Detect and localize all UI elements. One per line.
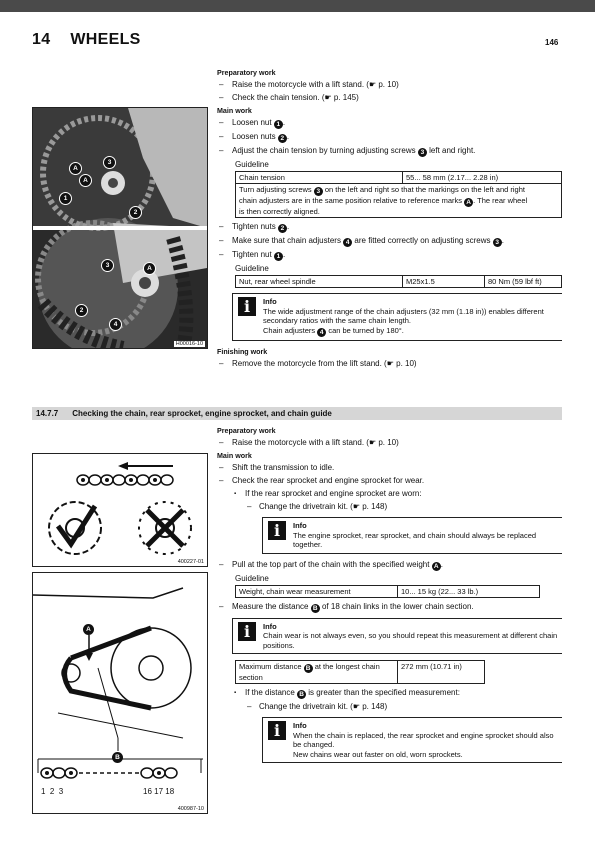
step-change-2: – Change the drivetrain kit. (☛ p. 148) [217,702,562,712]
prep-title: Preparatory work [217,68,276,77]
callout-2-1: 2 [129,200,142,219]
info-text-6: New chains wear out faster on old, worn sprockets. [293,749,463,759]
callout-4: 4 [109,312,122,331]
sprocket-wear-drawing [33,454,207,566]
guideline-label-2: Guideline [235,264,269,273]
callout-3-2: 3 [101,253,114,272]
info-text-2: Chain adjusters 4 can be turned by 180°. [263,325,404,336]
step-pull: – Pull at the top part of the chain with the specified weight A . [217,560,562,571]
chain-tension-note: Turn adjusting screws 3 on the left and right so that the markings on the left and right chain adjusters are in the same position relative to reference marks A . The rear wheel is then correctly aligned. [236,184,562,218]
chain-tension-table [235,171,562,218]
chain-tension-value: 55... 58 mm (2.17... 2.28 in) [403,172,562,184]
info-text-5: When the chain is replaced, the rear sprocket and engine sprocket should also be changed. [293,730,554,749]
top-bar [0,0,595,12]
info-box-measure [232,618,562,655]
max-distance-table [235,660,485,684]
figure-code-3: 400987-10 [177,806,204,812]
chapter-number: 14 [32,31,51,48]
prep-step-2: – Check the chain tension. (☛ p. 145) [217,93,562,103]
info-box-adjust [232,293,562,341]
check-chain-content [217,426,562,767]
callout-2-2: 2 [75,298,88,317]
label-b: B [112,745,123,763]
rear-wheel-figure [32,107,208,349]
figure-code: H00016-10 [175,341,203,347]
info-title-4: Info [293,721,307,730]
info-icon-4: i [268,721,286,740]
chapter-heading [32,31,141,49]
sprocket-wear-figure [32,453,208,567]
callout-a-1: A [69,156,82,175]
step-measure: – Measure the distance B of 18 chain links in the lower chain section. [217,602,562,613]
callout-1: 1 [59,186,72,205]
section-title: Checking the chain, rear sprocket, engine sprocket, and chain guide [72,409,332,418]
weight-label: Weight, chain wear measurement [236,585,398,597]
spindle-nut-label: Nut, rear wheel spindle [236,276,403,288]
spindle-nut-table [235,275,562,288]
spindle-nut-thread: M25x1.5 [403,276,485,288]
step-adjust: – Adjust the chain tension by turning adjusting screws 3 left and right. [217,146,562,157]
info-box-replace [262,717,562,763]
info-title-3: Info [263,621,277,631]
weight-value: 10... 15 kg (22... 33 lb.) [398,585,540,597]
step-change-1: – Change the drivetrain kit. (☛ p. 148) [217,502,562,512]
max-distance-value: 272 mm (10.71 in) [398,661,485,684]
page-number: 146 [545,38,559,47]
section-number: 14.7.7 [36,409,59,418]
info-icon: i [238,297,256,316]
step-tighten-nut: – Tighten nut 1 . [217,250,562,261]
adjust-chain-content [217,68,562,372]
info-box-sprocket [262,517,562,554]
step-tighten-nuts: – Tighten nuts 2 . [217,222,562,233]
finish-title: Finishing work [217,346,268,356]
spindle-nut-torque: 80 Nm (59 lbf ft) [485,276,562,288]
left-link-numbers: 1 2 3 [41,787,64,796]
callout-a-3: A [143,256,156,275]
info-text: The wide adjustment range of the chain adjusters (32 mm (1.18 in)) enables different secondary ratios with the same chain length. [263,306,544,325]
chain-measure-drawing [33,573,207,813]
info-text-4: Chain wear is not always even, so you should repeat this measurement at different chain positions. [263,631,558,650]
weight-table [235,585,540,598]
main-title: Main work [217,106,252,115]
info-icon-2: i [268,521,286,540]
finish-step: – Remove the motorcycle from the lift stand. (☛ p. 10) [217,359,562,369]
callout-3-1: 3 [103,150,116,169]
prep-step-1: – Raise the motorcycle with a lift stand. (☛ p. 10) [217,80,562,90]
step-loosen-nuts: – Loosen nuts 2 . [217,132,562,143]
info-title-2: Info [293,521,307,530]
callout-a-2: A [79,168,92,187]
chain-measure-figure [32,572,208,814]
max-distance-label: Maximum distance B at the longest chain section [236,661,398,684]
condition-greater: ▪ If the distance B is greater than the specified measurement: [217,688,562,699]
prep-title-2: Preparatory work [217,426,276,435]
chapter-title: WHEELS [70,31,141,48]
section-heading [32,407,562,420]
label-a: A [83,617,94,635]
info-text-3: The engine sprocket, rear sprocket, and chain should always be replaced together. [293,530,537,549]
step-check: – Check the rear sprocket and engine sprocket for wear. [217,476,562,486]
guideline-label-3: Guideline [235,573,269,583]
figure-code-2: 400227-01 [177,559,204,565]
step-make-sure: – Make sure that chain adjusters 4 are fitted correctly on adjusting screws 3 . [217,236,562,247]
guideline-label: Guideline [235,160,269,169]
step-loosen-nut: – Loosen nut 1 . [217,118,562,129]
right-link-numbers: 16 17 18 [143,787,175,796]
prep-step-3: – Raise the motorcycle with a lift stand. (☛ p. 10) [217,438,562,448]
condition-worn: ▪ If the rear sprocket and engine sprocket are worn: [217,489,562,499]
step-shift: – Shift the transmission to idle. [217,463,562,473]
info-title: Info [263,297,277,306]
chain-tension-label: Chain tension [236,172,403,184]
info-icon-3: i [238,622,256,641]
main-title-2: Main work [217,451,252,460]
